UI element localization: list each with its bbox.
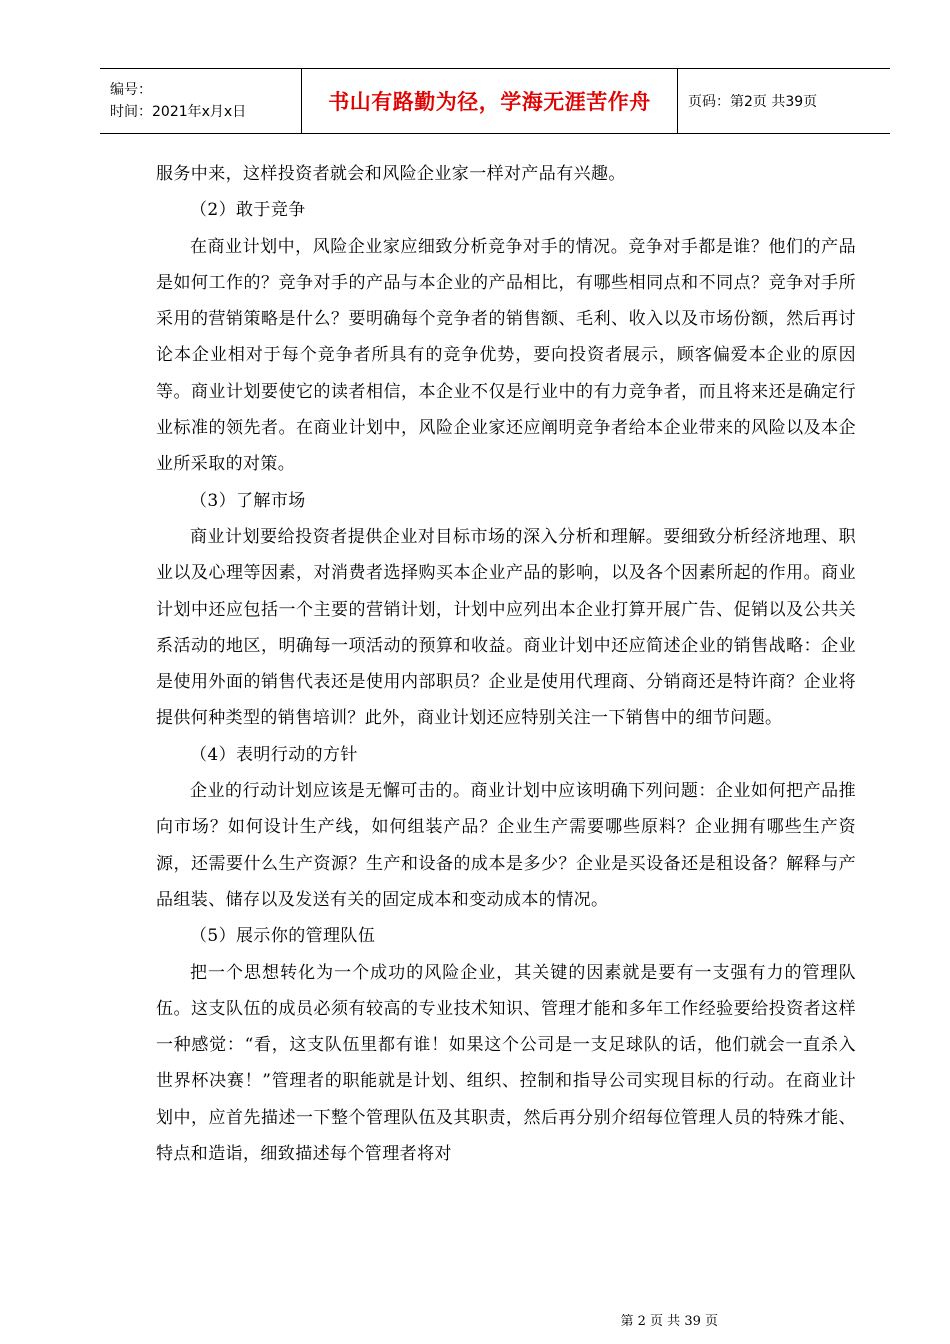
body-paragraph-continued: 服务中来，这样投资者就会和风险企业家一样对产品有兴趣。 (156, 164, 626, 184)
body-paragraph-team: 把一个思想转化为一个成功的风险企业，其关键的因素就是要有一支强有力的管理队伍。这支队伍的成员必须有较高的专业技术知识、管理才能和多年工作经验要给投资者这样一种感觉：“看，这支队伍里都有谁！如果这个公司是一支足球队的话，他们就会一直杀入世界杯决赛！”管理者的职能就是计划、组织、控制和指导公司实现目标的行动。在商业计划中，应首先描述一下整个管理队伍及其职责，然后再分别介绍每位管理人员的特殊才能、特点和造诣，细致描述每个管理者将对 (156, 962, 856, 1165)
body-paragraph-compete: 在商业计划中，风险企业家应细致分析竞争对手的情况。竞争对手都是谁？他们的产品是如何工作的？竞争对手的产品与本企业的产品相比，有哪些相同点和不同点？竞争对手所采用的营销策略是什么？要明确每个竞争者的销售额、毛利、收入以及市场份额，然后再讨论本企业相对于每个竞争者所具有的竞争优势，要向投资者展示，顾客偏爱本企业的原因等。商业计划要使它的读者相信，本企业不仅是行业中的有力竞争者，而且将来还是确定行业标准的领先者。在商业计划中，风险企业家还应阐明竞争者给本企业带来的风险以及本企业所采取的对策。 (156, 236, 856, 475)
code-label: 编号： (110, 82, 152, 98)
section-heading-action: （4）表明行动的方针 (190, 744, 358, 765)
section-heading-market: （3）了解市场 (190, 490, 306, 511)
header-page-info: 页码：第2页 共39页 (688, 94, 818, 110)
page-footer: 第 2 页 共 39 页 (620, 1314, 718, 1329)
body-paragraph-action: 企业的行动计划应该是无懈可击的。商业计划中应该明确下列问题：企业如何把产品推向市场？如何设计生产线，如何组装产品？企业生产需要哪些原料？企业拥有哪些生产资源，还需要什么生产资源？生产和设备的成本是多少？企业是买设备还是租设备？解释与产品组装、储存以及发送有关的固定成本和变动成本的情况。 (156, 781, 856, 910)
time-label: 时间：2021年x月x日 (110, 104, 247, 120)
page-header (100, 68, 890, 134)
section-heading-compete: （2）敢于竞争 (190, 200, 306, 221)
document-body (156, 156, 856, 1172)
header-motto: 书山有路勤为径，学海无涯苦作舟 (302, 69, 678, 133)
header-meta-cell (100, 69, 302, 133)
section-heading-team: （5）展示你的管理队伍 (190, 926, 376, 947)
body-paragraph-market: 商业计划要给投资者提供企业对目标市场的深入分析和理解。要细致分析经济地理、职业以及心理等因素，对消费者选择购买本企业产品的影响，以及各个因素所起的作用。商业计划中还应包括一个主要的营销计划，计划中应列出本企业打算开展广告、促销以及公共关系活动的地区，明确每一项活动的预算和收益。商业计划中还应简述企业的销售战略：企业是使用外面的销售代表还是使用内部职员？企业是使用代理商、分销商还是特许商？企业将提供何种类型的销售培训？此外，商业计划还应特别关注一下销售中的细节问题。 (156, 526, 856, 729)
